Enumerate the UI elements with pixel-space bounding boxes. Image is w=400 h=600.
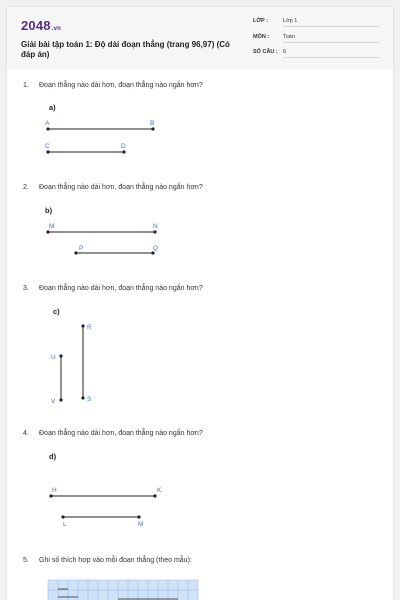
question-text: Đoạn thẳng nào dài hơn, đoạn thẳng nào ngắn hơn? [39,184,203,191]
label-a: A [45,120,50,127]
meta-count-value: 6 [283,49,379,58]
question-text: Ghi số thích hợp vào mỗi đoạn thẳng (theo mẫu): [39,557,192,564]
point-r [81,324,84,327]
meta-subject-value: Toán [283,34,379,43]
meta-subject-key: MÔN : [253,34,270,40]
question-number: 4. [23,430,29,437]
sub-label-b: b) [45,206,53,215]
meta-count-key: SỐ CÂU : [253,49,278,55]
question-number: 3. [23,285,29,292]
point-b [151,127,154,130]
question-text: Đoạn thẳng nào dài hơn, đoạn thẳng nào ngắn hơn? [39,430,203,437]
sub-label-d: d) [49,452,57,461]
logo-main: 2048 [21,18,51,33]
label-l: L [63,521,67,528]
point-u [59,354,62,357]
point-v [59,398,62,401]
point-s [81,396,84,399]
meta-grade-key: LỚP : [253,18,268,24]
point-m2 [137,515,140,518]
point-c [46,150,49,153]
point-m [46,230,49,233]
segment-figures [7,7,393,600]
point-h [49,494,52,497]
figure-a [45,120,155,154]
point-l [61,515,64,518]
label-r: R [87,324,92,331]
question-number: 5. [23,557,29,564]
point-k [153,494,156,497]
label-m: M [138,521,144,528]
label-p: P [79,245,84,252]
point-n [153,230,156,233]
label-n: N [153,223,158,230]
label-u: U [51,354,56,361]
question-text: Đoạn thẳng nào dài hơn, đoạn thẳng nào ngắn hơn? [39,82,203,89]
figure-b [46,223,158,255]
sub-label-c: c) [53,307,60,316]
point-a [46,127,49,130]
question-number: 1. [23,82,29,89]
label-b: B [150,120,155,127]
logo-tld: .vn [51,26,62,32]
label-k: K [157,487,162,494]
worksheet-page [7,7,393,600]
point-p [74,251,77,254]
label-q: Q [153,245,159,252]
sub-label-a: a) [49,103,56,112]
figure-c [51,324,92,405]
meta-grade-value: Lớp 1 [283,18,379,27]
label-s: S [87,396,92,403]
label-c: C [45,143,50,150]
figure-grid [48,580,198,600]
page-title: Giải bài tập toán 1: Độ dài đoạn thẳng (trang 96,97) (Có đáp án) [21,40,230,59]
question-number: 2. [23,184,29,191]
question-text: Đoạn thẳng nào dài hơn, đoạn thẳng nào ngắn hơn? [39,285,203,292]
label-h: H [52,487,57,494]
label-d: D [121,143,126,150]
label-m: M [49,223,55,230]
point-d [122,150,125,153]
figure-d [49,487,162,528]
label-v: V [51,398,56,405]
